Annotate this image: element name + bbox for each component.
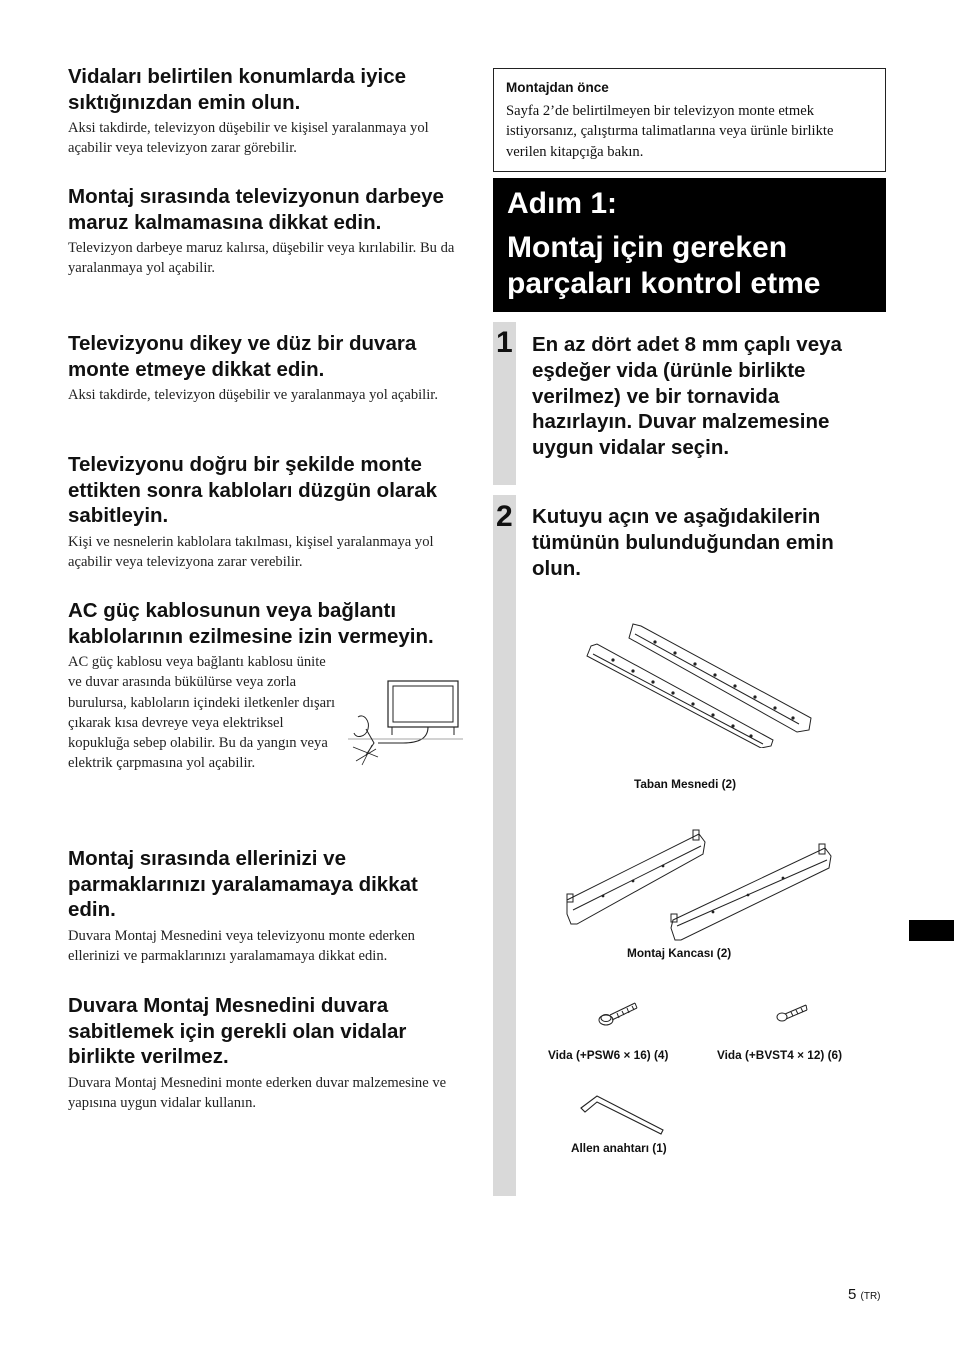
section-body: Duvara Montaj Mesnedini monte ederken duvar malzemesine ve yapısına uygun vidalar kullanın.	[68, 1074, 447, 1111]
section-body: Aksi takdirde, televizyon düşebilir ve yaralanmaya yol açabilir.	[68, 387, 438, 403]
section-body: Aksi takdirde, televizyon düşebilir ve kişisel yaralanmaya yol açabilir veya televizyon zarar görebilir.	[68, 120, 429, 157]
section-heading: Vidaları belirtilen konumlarda iyice sıktığınızdan emin olun.	[68, 65, 406, 114]
caption-allen-key: Allen anahtarı (1)	[571, 1141, 667, 1155]
caption-screw-psw6: Vida (+PSW6 × 16) (4)	[548, 1048, 669, 1062]
step-header	[493, 178, 886, 312]
step-title-line2: Montaj için gereken parçaları kontrol etme	[507, 231, 821, 300]
section-heading: Duvara Montaj Mesnedini duvara sabitlemek için gerekli olan vidalar birlikte verilmez.	[68, 994, 407, 1068]
section-heading: Montaj sırasında televizyonun darbeye maruz kalmamasına dikkat edin.	[68, 185, 444, 234]
screw-bvst4-icon	[776, 1002, 810, 1024]
step-text: Kutuyu açın ve aşağıdakilerin tümünün bulunduğundan emin olun.	[532, 505, 834, 580]
section-heading: Televizyonu dikey ve düz bir duvara monte etmeye dikkat edin.	[68, 332, 417, 381]
note-text: Sayfa 2’de belirtilmeyen bir televizyon monte etmek istiyorsanız, çalıştırma talimatlarına veya ürünle birlikte verilen kitapçığa bakın.	[506, 103, 834, 160]
caption-base-bracket: Taban Mesnedi (2)	[634, 777, 737, 791]
note-title: Montajdan önce	[506, 80, 609, 95]
section-wall-screws	[68, 993, 463, 1113]
step-title-line1: Adım 1:	[507, 187, 618, 220]
section-impact	[68, 184, 463, 279]
section-body: AC güç kablosu veya bağlantı kablosu ünite ve duvar arasında bükülürse veya zorla burulursa, kabloların içindeki iletkenler dışarı çıkarak kısa devreye veya elektriksel kopukluğa sebep olabilir. Bu da yangın veya elektrik çarpmasına yol açabilir.	[68, 654, 336, 772]
base-bracket-illustration	[585, 620, 815, 748]
section-body: Duvara Montaj Mesnedini veya televizyonu monte ederken ellerinizi ve parmaklarınızı yaralamamaya dikkat edin.	[68, 927, 415, 964]
page-number-value: 5	[848, 1286, 857, 1303]
allen-key-icon	[579, 1092, 669, 1136]
step-text: En az dört adet 8 mm çaplı veya eşdeğer vida (ürünle birlikte verilmez) ve bir tornavida hazırlayın. Duvar malzemesine uygun vidalar seçin.	[532, 333, 842, 460]
step-title	[507, 186, 872, 302]
section-hands	[68, 846, 463, 966]
screw-psw6-icon	[597, 999, 641, 1029]
step-number: 2	[496, 500, 513, 533]
section-ac-cable	[68, 598, 463, 774]
tv-cable-illustration	[348, 677, 463, 769]
step-number: 1	[496, 326, 513, 359]
caption-mount-hook: Montaj Kancası (2)	[627, 946, 732, 960]
section-heading: Montaj sırasında ellerinizi ve parmaklarınızı yaralamamaya dikkat edin.	[68, 847, 418, 921]
section-body: Kişi ve nesnelerin kablolara takılması, kişisel yaralanmaya yol açabilir veya televizyona zarar verebilir.	[68, 533, 434, 570]
page-lang: (TR)	[860, 1291, 881, 1302]
step-bar	[493, 495, 516, 1196]
note-box	[493, 68, 886, 172]
mount-hook-illustration	[563, 828, 838, 946]
section-body: Televizyon darbeye maruz kalırsa, düşebilir veya kırılabilir. Bu da yaralanmaya yol açabilir.	[68, 240, 455, 277]
section-cables	[68, 452, 463, 572]
section-heading: Televizyonu doğru bir şekilde monte ettikten sonra kabloları düzgün olarak sabitleyin.	[68, 453, 438, 527]
caption-screw-bvst4: Vida (+BVST4 × 12) (6)	[717, 1048, 843, 1062]
page-number	[848, 1286, 881, 1303]
section-vertical-wall	[68, 331, 463, 405]
section-heading: AC güç kablosunun veya bağlantı kablolarının ezilmesine izin vermeyin.	[68, 599, 434, 648]
side-tab-marker	[909, 920, 954, 941]
section-screws	[68, 64, 463, 159]
